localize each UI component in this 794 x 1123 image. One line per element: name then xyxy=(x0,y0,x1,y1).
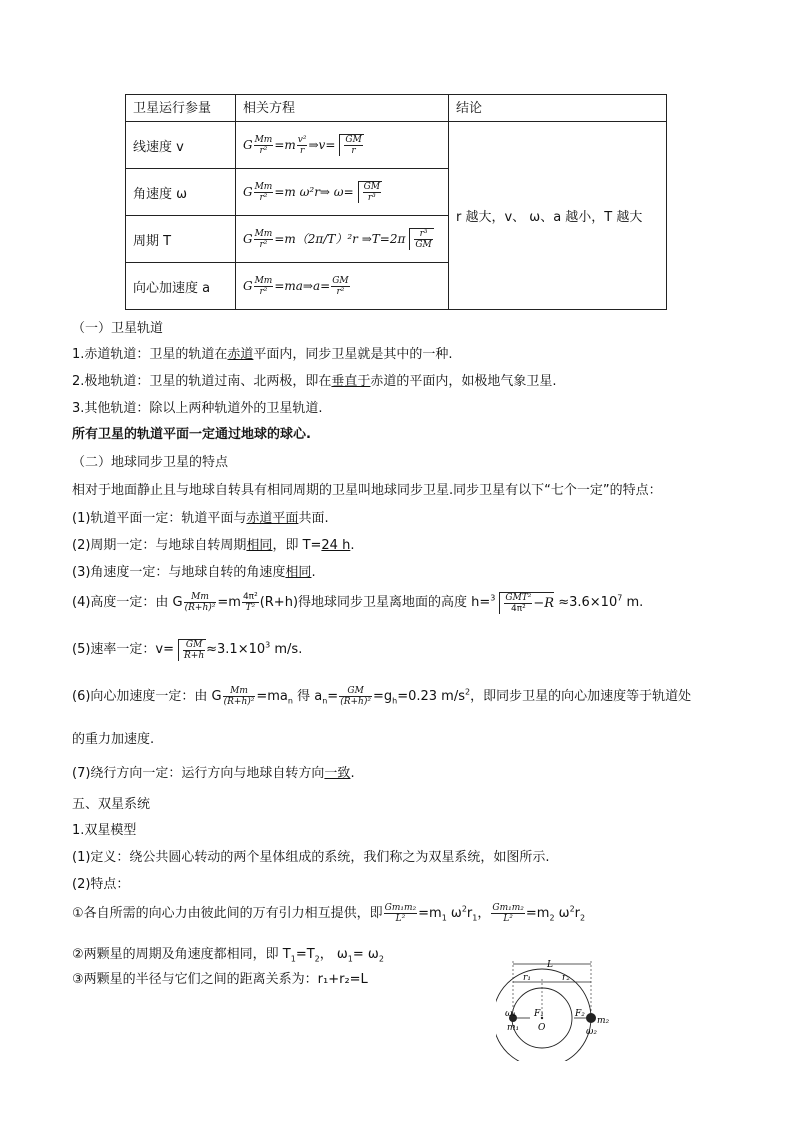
header-param: 卫星运行参量 xyxy=(126,95,236,122)
orbits-heading: （一）卫星轨道 xyxy=(72,321,164,336)
binary-heading: 五、双星系统 xyxy=(72,797,151,812)
binary-feature-1: ①各自所需的向心力由彼此间的万有引力相互提供，即 $\frac{\text{Gm₁m₂}}{\text{L²}}$ $=m_1$ $\omega^2r_1$， $\frac{\text{Gm₁m₂}}{\text{L²}}$ $=m_2$ $\omega^2r_2$ xyxy=(72,903,586,924)
header-conclusion: 结论 xyxy=(449,95,667,122)
equation-angular-velocity: G $\frac{Mm}{\text{r²}}$ =m ω²r⇒ ω= $\frac{GM}{\text{r³}}$ xyxy=(236,169,449,216)
sync-intro: 相对于地面静止且与地球自转具有相同周期的卫星叫地球同步卫星.同步卫星有以下“七个一定”的特点： xyxy=(72,483,662,498)
sync-point-5: (5)速率一定：v= $\frac{GM}{R+h}$ $\approx 3.1\times 10^3$ m/s. xyxy=(72,639,303,661)
param-period: 周期 T xyxy=(126,216,236,263)
equation-acceleration: G $\frac{Mm}{\text{r²}}$ =ma⇒a= $\frac{GM}{\text{r²}}$ xyxy=(236,263,449,310)
satellite-parameter-table xyxy=(125,94,667,310)
table-header-row xyxy=(126,95,667,122)
label-w1: ω₁ xyxy=(505,1009,516,1019)
label-r2: r₂ xyxy=(562,973,570,983)
label-L: L xyxy=(547,960,553,970)
header-equation: 相关方程 xyxy=(236,95,449,122)
label-m2: m₂ xyxy=(597,1016,610,1026)
orbit-item-polar: 2.极地轨道：卫星的轨道过南、北两极，即在垂直于赤道的平面内，如极地气象卫星. xyxy=(72,374,557,389)
binary-feature-2: ②两颗星的周期及角速度都相同，即 $T_1=T_2$， $\omega_1= \omega_2$ xyxy=(72,947,384,964)
sync-heading: （二）地球同步卫星的特点 xyxy=(72,455,229,470)
sync-point-6-continuation: 的重力加速度. xyxy=(72,732,155,747)
sync-point-7: (7)绕行方向一定：运行方向与地球自转方向一致. xyxy=(72,766,355,781)
label-r1: r₁ xyxy=(523,973,531,983)
binary-star-diagram xyxy=(496,956,616,1061)
equation-linear-velocity: G $\frac{Mm}{\text{r²}}$ =m $\frac{\text{v²}}{r}$ ⇒v= $\frac{GM}{r}$ xyxy=(236,122,449,169)
param-angular-velocity: 角速度 ω xyxy=(126,169,236,216)
binary-definition: (1)定义：绕公共圆心转动的两个星体组成的系统，我们称之为双星系统，如图所示. xyxy=(72,850,550,865)
equation-period: G $\frac{Mm}{\text{r²}}$ =m（2π/T）²r ⇒T=2π $\frac{\text{r³}}{GM}$ xyxy=(236,216,449,263)
sync-point-6: (6)向心加速度一定：由 G $\frac{Mm}{\text{(R+h)²}}$ $=ma_n$ 得 $a_n=$ $\frac{GM}{\text{(R+h)²}}$ $=g_h=0.23$ $m/s^2$，即同步卫星的向心加速度等于轨道处 xyxy=(72,686,692,707)
binary-features-label: (2)特点： xyxy=(72,877,130,892)
sync-point-3: (3)角速度一定：与地球自转的角速度相同. xyxy=(72,565,316,580)
star-m2 xyxy=(586,1013,596,1023)
orbit-bold-note: 所有卫星的轨道平面一定通过地球的球心. xyxy=(72,427,311,442)
table-row xyxy=(126,122,667,169)
label-w2: ω₂ xyxy=(586,1027,597,1037)
param-acceleration: 向心加速度 a xyxy=(126,263,236,310)
sync-point-1: (1)轨道平面一定：轨道平面与赤道平面共面. xyxy=(72,511,329,526)
binary-subheading: 1.双星模型 xyxy=(72,823,137,838)
label-F1: F₁ xyxy=(534,1009,544,1019)
label-F2: F₂ xyxy=(575,1009,585,1019)
label-O: O xyxy=(538,1023,546,1033)
orbit-item-other: 3.其他轨道：除以上两种轨道外的卫星轨道. xyxy=(72,401,323,416)
orbit-item-equatorial: 1.赤道轨道：卫星的轨道在赤道平面内，同步卫星就是其中的一种. xyxy=(72,347,453,362)
label-m1: m₁ xyxy=(507,1023,520,1033)
sync-point-2: (2)周期一定：与地球自转周期相同，即 T=24 h. xyxy=(72,538,355,553)
sync-point-4: (4)高度一定：由 G $\frac{Mm}{\text{(R+h)²}}$ =m $\frac{\text{4π²}}{\text{T²}}$ (R+h)得地球同步卫星离地面的高度 h=$^3$ $\frac{\text{GMT²}}{\text{4π²}}$ $-R \approx 3.6\times 10^7$ m. xyxy=(72,592,644,614)
conclusion-cell: r 越大，v、 ω、a 越小，T 越大 xyxy=(449,122,667,310)
param-linear-velocity: 线速度 v xyxy=(126,122,236,169)
binary-feature-3: ③两颗星的半径与它们之间的距离关系为：r₁+r₂=L xyxy=(72,972,368,987)
